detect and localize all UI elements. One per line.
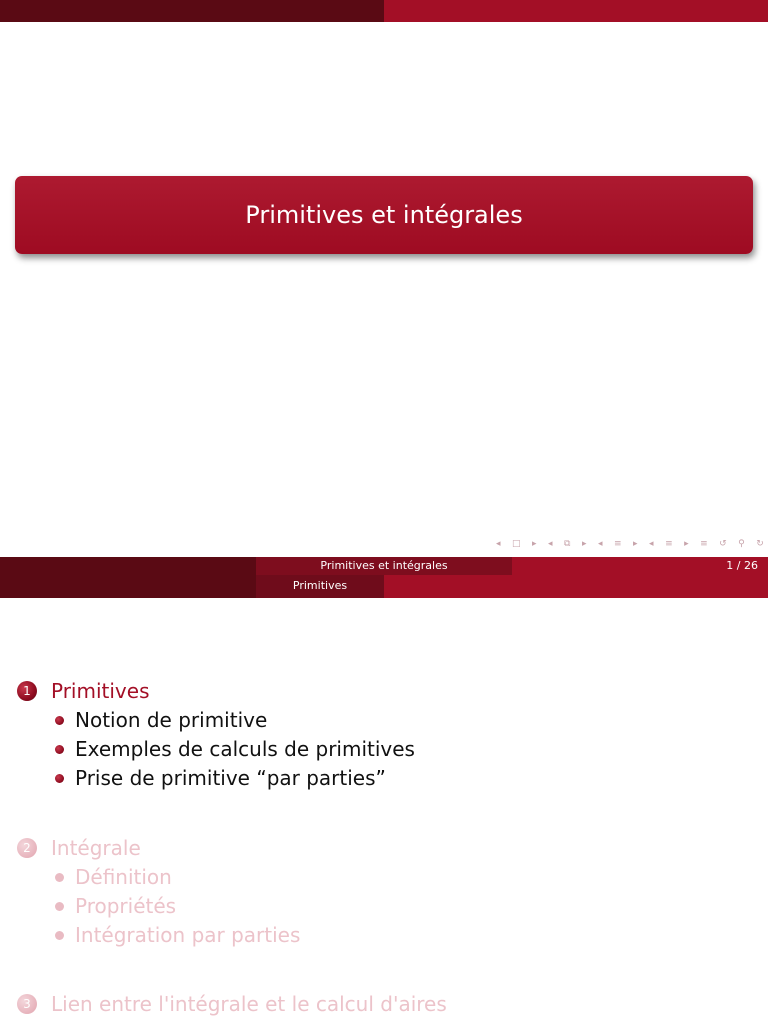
top-bar-right xyxy=(384,0,768,22)
subsection-title: Définition xyxy=(75,865,172,889)
section-title: Intégrale xyxy=(51,836,141,860)
title-block xyxy=(15,176,753,254)
subsection-title: Propriétés xyxy=(75,894,177,918)
slide-title: Primitives et intégrales xyxy=(245,201,523,229)
section-title: Lien entre l'intégrale et le calcul d'aires xyxy=(51,992,447,1016)
nav-next-section-icon[interactable]: ▸ xyxy=(633,539,638,549)
header-bar-left xyxy=(0,575,256,598)
footer-bar-left xyxy=(0,557,256,575)
nav-next-frame-icon[interactable]: ▸ xyxy=(532,539,537,549)
footer-title: Primitives et intégrales xyxy=(320,559,448,572)
outline-section-1[interactable] xyxy=(17,679,150,703)
nav-prev-doc-icon[interactable]: ◂ xyxy=(649,539,654,549)
subsection-title: Exemples de calculs de primitives xyxy=(75,737,415,761)
section-number-ball: 1 xyxy=(17,681,37,701)
outline-section-3[interactable] xyxy=(17,992,447,1016)
outline-subsection[interactable] xyxy=(55,737,415,761)
outline-subsection[interactable] xyxy=(55,923,300,947)
bullet-icon xyxy=(55,931,64,940)
section-number-ball: 2 xyxy=(17,838,37,858)
bullet-icon xyxy=(55,902,64,911)
nav-section-icon[interactable]: ≡ xyxy=(614,539,622,549)
outline-section-2[interactable] xyxy=(17,836,141,860)
footer-page-number: 1 / 26 xyxy=(726,559,758,572)
nav-forward-icon[interactable]: ↻ xyxy=(756,539,764,549)
outline-subsection[interactable] xyxy=(55,708,267,732)
nav-search-icon[interactable]: ⚲ xyxy=(738,539,745,549)
nav-subsection-icon[interactable]: ⧉ xyxy=(564,539,571,549)
nav-prev-section-icon[interactable]: ◂ xyxy=(597,539,603,549)
subsection-title: Prise de primitive “par parties” xyxy=(75,766,386,790)
section-number-ball: 3 xyxy=(17,994,37,1014)
nav-prev-frame-icon[interactable]: ◂ xyxy=(496,539,501,549)
nav-next-doc-icon[interactable]: ▸ xyxy=(684,539,689,549)
beamer-navigation-bar[interactable] xyxy=(496,537,764,551)
outline-subsection[interactable] xyxy=(55,894,176,918)
bullet-icon xyxy=(55,716,64,725)
outline-subsection[interactable] xyxy=(55,766,386,790)
section-title: Primitives xyxy=(51,679,150,703)
nav-prev-subsection-icon[interactable]: ◂ xyxy=(548,539,553,549)
subsection-title: Notion de primitive xyxy=(75,708,268,732)
nav-frame-icon[interactable]: □ xyxy=(512,539,521,549)
nav-doc-icon[interactable]: ≡ xyxy=(665,539,673,549)
nav-back-icon[interactable]: ↺ xyxy=(719,539,727,549)
bullet-icon xyxy=(55,774,64,783)
top-bar-left xyxy=(0,0,384,22)
header-section-name: Primitives xyxy=(292,579,348,592)
header-bar-right xyxy=(384,575,768,598)
bullet-icon xyxy=(55,873,64,882)
nav-next-subsection-icon[interactable]: ▸ xyxy=(581,539,587,549)
nav-align-icon[interactable]: ≡ xyxy=(700,539,708,549)
outline-subsection[interactable] xyxy=(55,865,172,889)
subsection-title: Intégration par parties xyxy=(75,923,301,947)
bullet-icon xyxy=(55,745,64,754)
